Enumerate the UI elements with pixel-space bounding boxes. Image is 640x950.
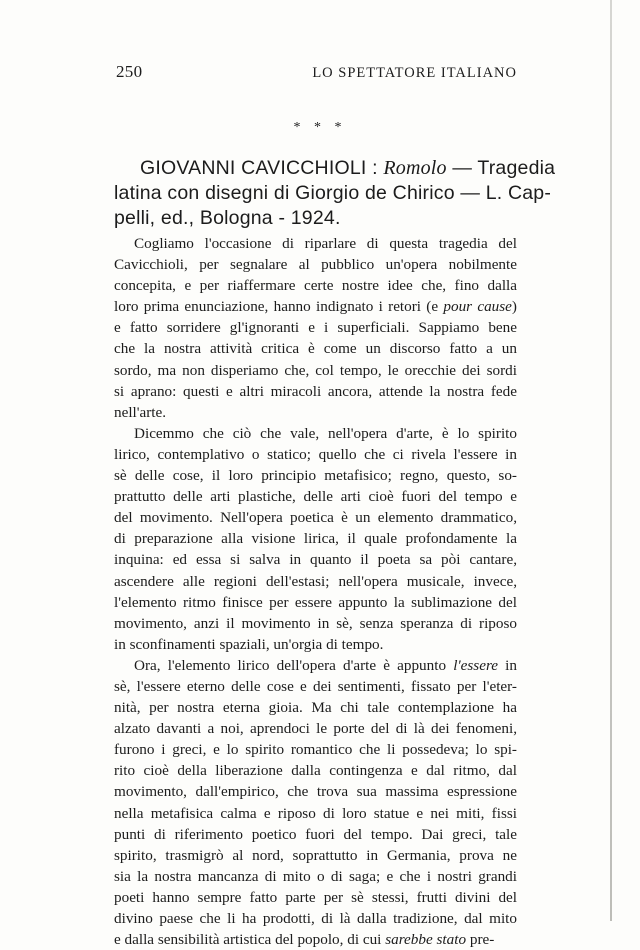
text-line: divino paese che li ha prodotti, di là dalla tradizione, dal mito <box>114 910 517 927</box>
heading-line <box>114 156 556 181</box>
text-line: furono i greci, e lo spirito romantico che li possedeva; lo spi- <box>114 741 517 759</box>
text-line: in sconfinamenti spaziali, un'orgia di tempo. <box>114 635 384 653</box>
article-body <box>114 233 517 950</box>
text-line: loro prima enunciazione, hanno indignato i retori (e pour cause) <box>114 298 517 316</box>
text-line: Ora, l'elemento lirico dell'opera d'arte è appunto l'essere in <box>134 656 517 674</box>
text-line: e dalla sensibilità artistica del popolo, di cui sarebbe stato pre- <box>114 931 495 949</box>
text-line: movimento, dall'empirico, che trova sua massima espressione <box>114 783 517 801</box>
running-header <box>116 62 517 84</box>
work-title: Romolo <box>383 157 447 179</box>
paragraph <box>114 655 517 950</box>
text-line: concepita, e per riaffermare certe nostre idee che, fino dalla <box>114 277 517 295</box>
text-line: l'elemento ritmo finisce per essere appunto la sublimazione del <box>114 593 517 611</box>
heading-genre: — Tragedia <box>452 157 556 179</box>
text-line: del movimento. Nell'opera poetica è un elemento drammatico, <box>114 509 517 527</box>
text-line: si aprano: questi e altri miracoli ancora, attende la nostra fede <box>114 382 517 400</box>
text-line: lirico, contemplativo o statico; quello che ci rivela l'essere in <box>114 445 517 463</box>
text-line: rito cioè della liberazione dalla contingenza e dal ritmo, dal <box>114 762 517 780</box>
text-line: spirito, trasmigrò al nord, soprattutto in Germania, prova ne <box>114 846 517 864</box>
text-line: sia la nostra mancanza di mito o di saga; e che i nostri grandi <box>114 867 517 885</box>
text-line: ascendere alle regioni dell'estasi; nell'opera musicale, invece, <box>114 572 517 590</box>
text-line: nità, per nostra eterna gioia. Ma chi tale contemplazione ha <box>114 699 517 717</box>
paragraph <box>114 423 517 655</box>
text-line: sordo, ma non disperiamo che, col tempo, le orecchie dei sordi <box>114 361 517 379</box>
page-edge <box>610 0 612 921</box>
text-line: alzato davanti a noi, aprendoci le porte del di là dei fenomeni, <box>114 720 517 738</box>
text-line: che la nostra attività critica è come un discorso fatto a un <box>114 340 517 358</box>
review-heading <box>114 156 556 231</box>
page-number: 250 <box>116 62 143 81</box>
italic-phrase: pour cause <box>443 298 512 316</box>
italic-phrase: l'essere <box>453 656 499 674</box>
text-line: Dicemmo che ciò che vale, nell'opera d'arte, è lo spirito <box>134 424 517 442</box>
heading-line: pelli, ed., Bologna - 1924. <box>114 207 341 229</box>
text-line: punti di riferimento poetico fuori del tempo. Dai greci, tale <box>114 825 517 843</box>
text-line: sè delle cose, il loro principio metafisico; regno, questo, so- <box>114 467 517 485</box>
text-line: e fatto sorridere gl'ignoranti e i superficiali. Sappiamo bene <box>114 319 517 337</box>
text-line: inquina: ed essa si salva in quanto il poeta sa pòi cantare, <box>114 551 517 569</box>
text-line: Cavicchioli, per segnalare al pubblico un'opera nobilmente <box>114 256 517 274</box>
text-line: nella metafisica calma e riposo di loro statue e nei miti, fissi <box>114 804 517 822</box>
text-line: sè, l'essere eterno delle cose e dei sentimenti, fissato per l'eter- <box>114 677 517 695</box>
text-line: Cogliamo l'occasione di riparlare di questa tragedia del <box>134 235 517 252</box>
section-separator: * * * <box>293 120 347 135</box>
text-line: nell'arte. <box>114 403 167 421</box>
text-line: poeti hanno sempre fatto parte per sè stessi, frutti divini del <box>114 888 517 906</box>
heading-line: latina con disegni di Giorgio de Chirico — L. Cap- <box>114 182 552 204</box>
running-title: LO SPETTATORE ITALIANO <box>312 65 517 81</box>
author-name: GIOVANNI CAVICCHIOLI : <box>140 157 378 179</box>
italic-phrase: sarebbe stato <box>385 931 467 949</box>
text-line: movimento, anzi il movimento in sè, senza speranza di riposo <box>114 614 517 632</box>
text-line: di preparazione alla visione lirica, il quale profondamente la <box>114 530 517 548</box>
text-line: prattutto delle arti plastiche, delle arti cioè fuori del tempo e <box>114 488 517 506</box>
paragraph <box>114 233 517 423</box>
